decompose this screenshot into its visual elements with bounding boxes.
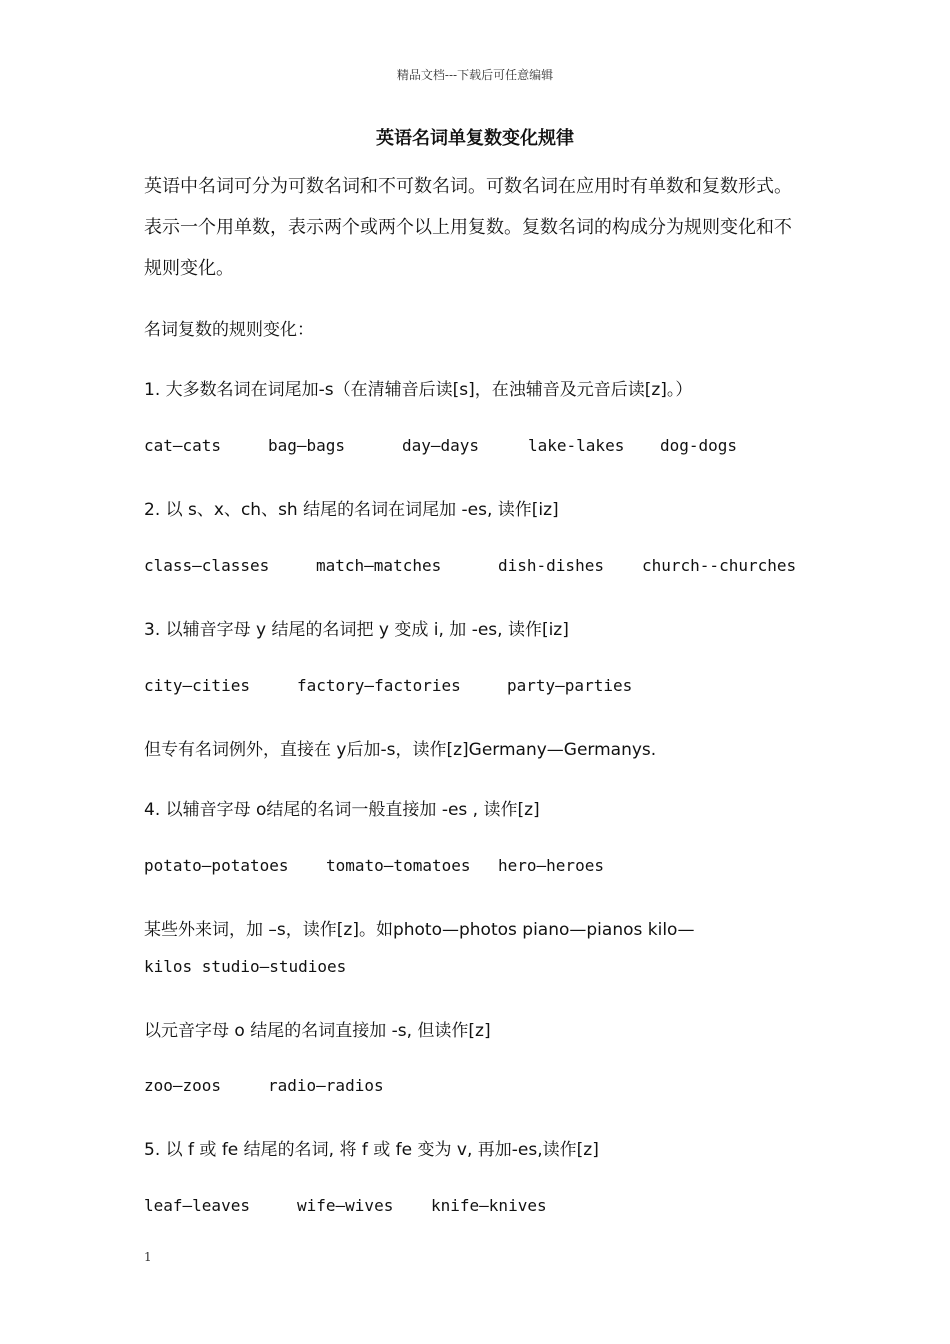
example-word: potato—potatoes xyxy=(144,856,289,875)
rule-3: 3. 以辅音字母 y 结尾的名词把 y 变成 i, 加 -es, 读作[iz] xyxy=(144,620,569,640)
example-word: church--churches xyxy=(642,556,797,575)
examples-3 xyxy=(144,676,632,695)
example-word: leaf—leaves xyxy=(144,1196,250,1215)
rule-4: 4. 以辅音字母 o结尾的名词一般直接加 -es , 读作[z] xyxy=(144,800,540,820)
example-word: bag—bags xyxy=(268,436,346,455)
example-word: zoo—zoos xyxy=(144,1076,222,1095)
example-word: knife—knives xyxy=(431,1196,547,1215)
example-word: match—matches xyxy=(316,556,442,575)
page-number: 1 xyxy=(144,1250,152,1264)
example-word: radio—radios xyxy=(268,1076,384,1095)
example-word: party—parties xyxy=(507,676,633,695)
examples-4 xyxy=(144,856,604,875)
example-word: dog-dogs xyxy=(660,436,738,455)
examples-1 xyxy=(144,436,737,455)
document-title: 英语名词单复数变化规律 xyxy=(376,128,574,149)
subheading: 名词复数的规则变化： xyxy=(144,320,314,340)
examples-6 xyxy=(144,1196,547,1215)
intro-paragraph: 英语中名词可分为可数名词和不可数名词。可数名词在应用时有单数和复数形式。表示一个用单数，表示两个或两个以上用复数。复数名词的构成分为规则变化和不规则变化。 xyxy=(144,176,792,279)
page-header: 精品文档---下载后可任意编辑 xyxy=(396,68,554,82)
example-word: hero—heroes xyxy=(498,856,604,875)
rule-1: 1. 大多数名词在词尾加-s（在清辅音后读[s]，在浊辅音及元音后读[z]。） xyxy=(144,380,693,400)
example-word: dish-dishes xyxy=(498,556,604,575)
rule-5: 5. 以 f 或 fe 结尾的名词, 将 f 或 fe 变为 v, 再加-es,读作[z] xyxy=(144,1140,599,1160)
foreign-words-line-2: kilos studio—studioes xyxy=(144,957,347,976)
example-word: lake-lakes xyxy=(528,436,625,455)
example-word: factory—factories xyxy=(297,676,461,695)
example-word: day—days xyxy=(402,436,480,455)
example-word: wife—wives xyxy=(297,1196,394,1215)
example-word: tomato—tomatoes xyxy=(326,856,471,875)
proper-noun-exception: 但专有名词例外，直接在 y后加-s，读作[z]Germany—Germanys. xyxy=(144,740,657,760)
example-word: cat—cats xyxy=(144,436,222,455)
rule-2: 2. 以 s、x、ch、sh 结尾的名词在词尾加 -es, 读作[iz] xyxy=(144,500,559,520)
foreign-words-line-1: 某些外来词，加 –s，读作[z]。如photo—photos piano—pianos kilo— xyxy=(144,920,695,940)
example-word: city—cities xyxy=(144,676,250,695)
examples-2 xyxy=(144,556,796,575)
example-word: class—classes xyxy=(144,556,270,575)
vowel-o-rule: 以元音字母 o 结尾的名词直接加 -s, 但读作[z] xyxy=(144,1021,491,1041)
examples-5 xyxy=(144,1076,384,1095)
